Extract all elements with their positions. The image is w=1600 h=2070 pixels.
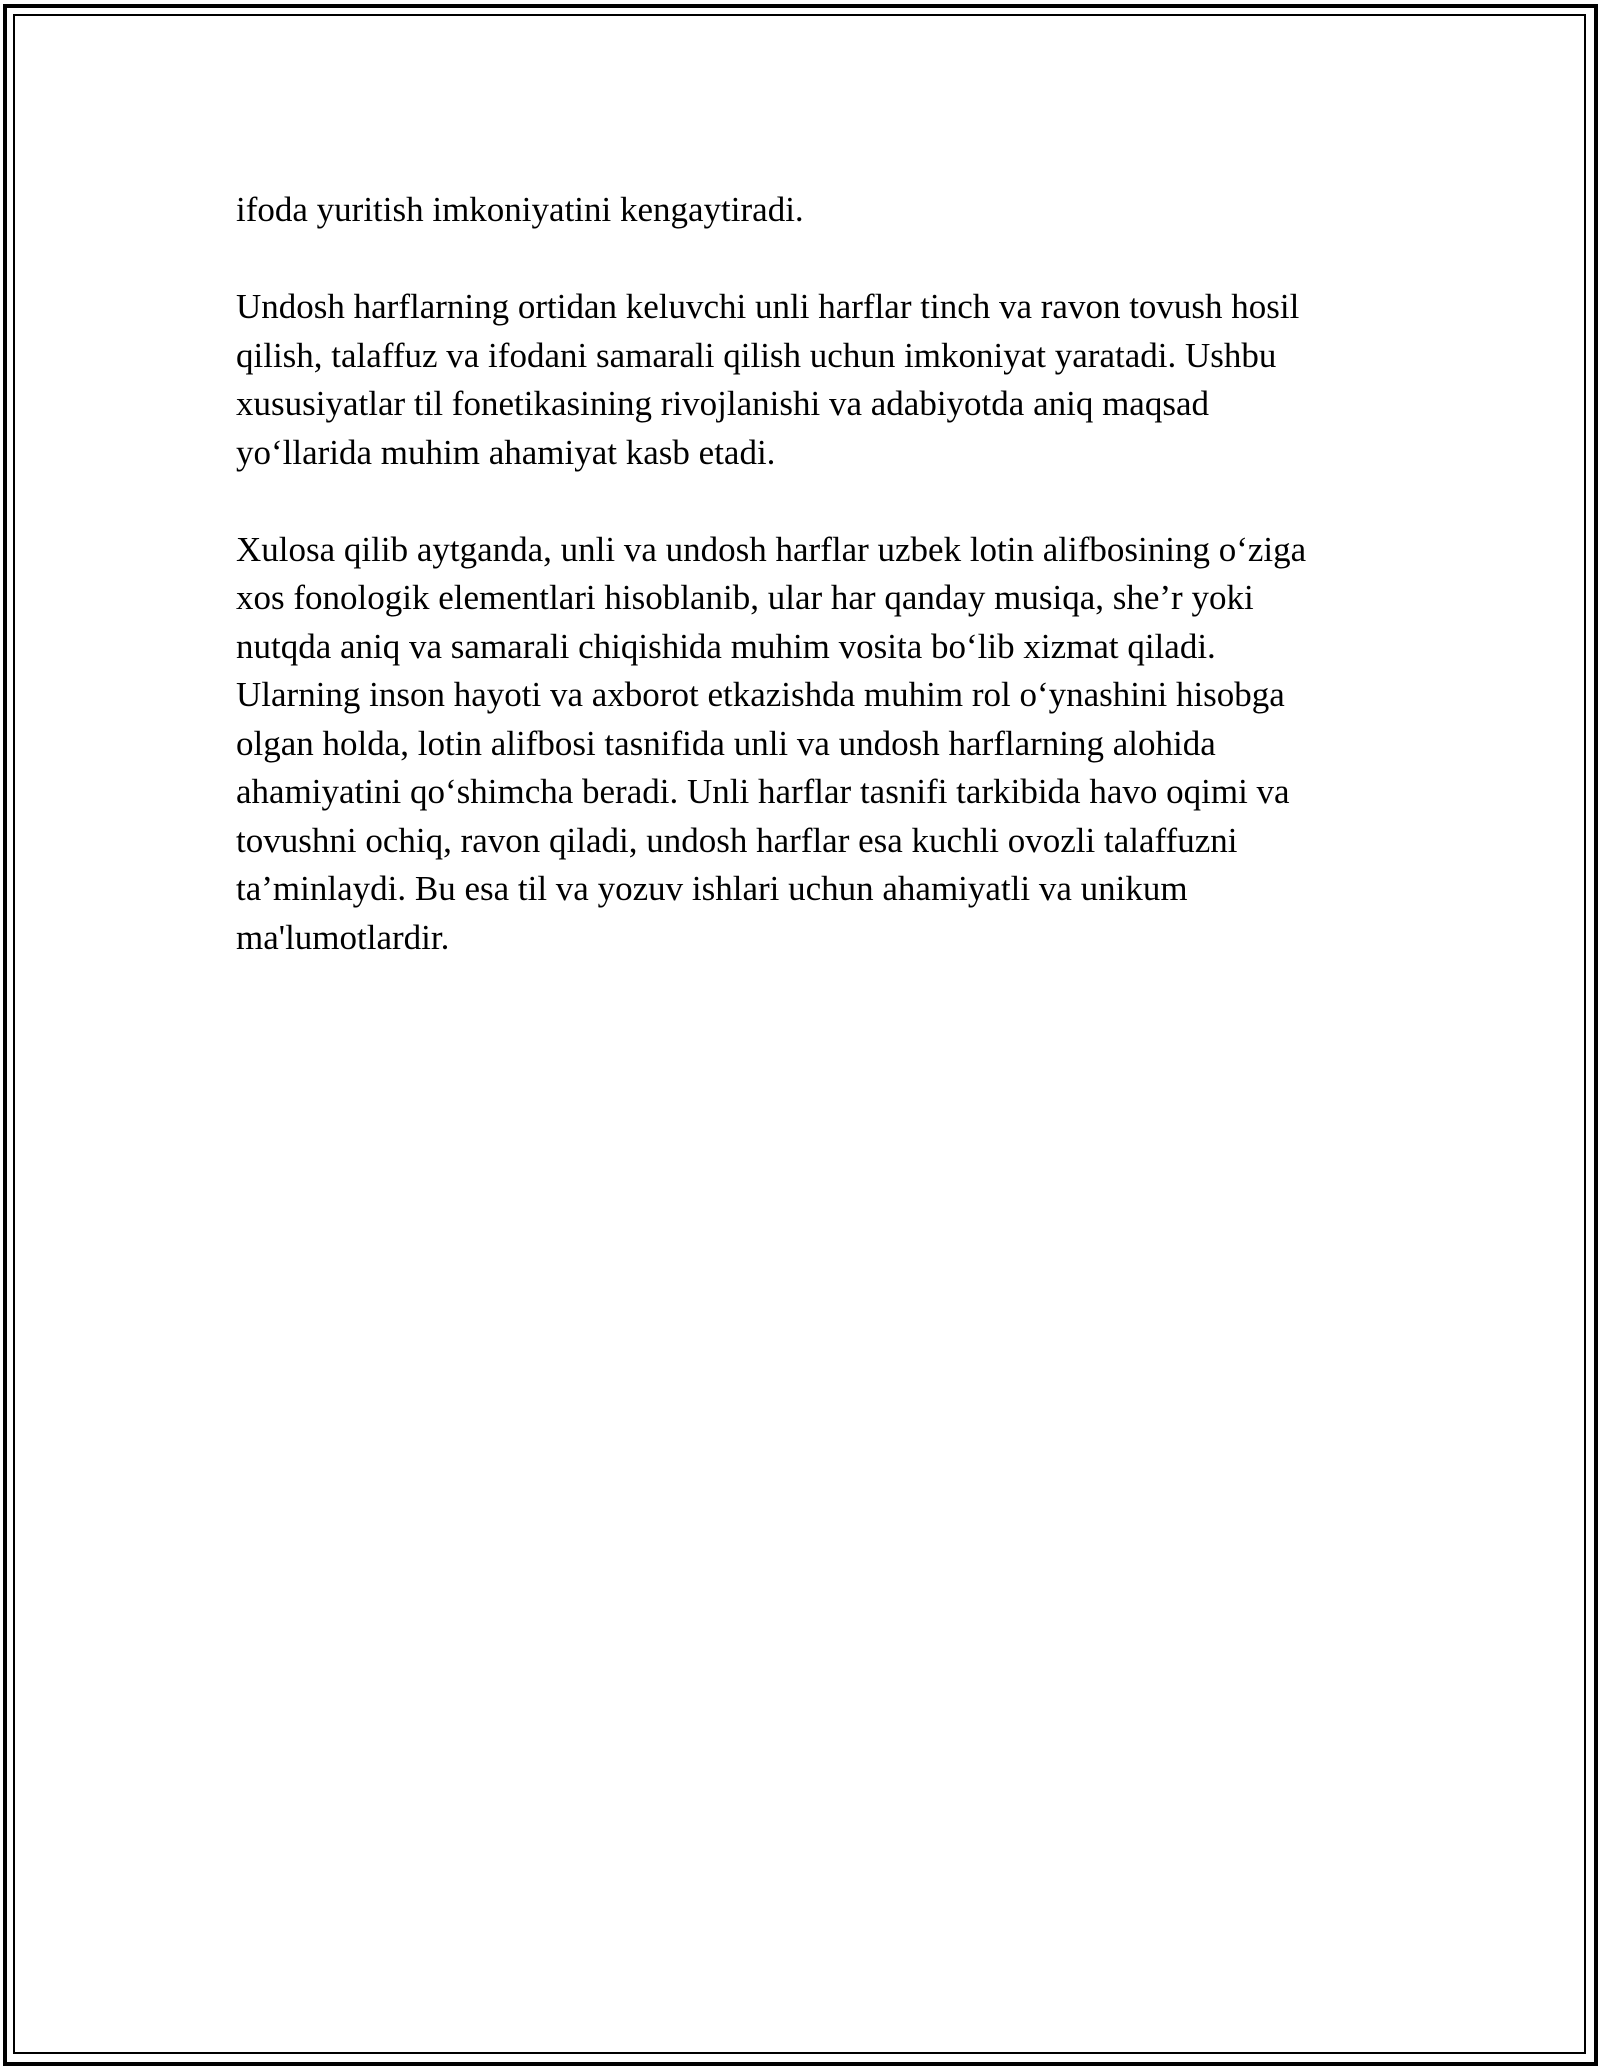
text-line: Undosh harflarning ortidan keluvchi unli harflar tinch va ravon tovush hosil	[236, 287, 1300, 326]
text-line: ahamiyatini qo‘shimcha beradi. Unli harflar tasnifi tarkibida havo oqimi va	[236, 772, 1290, 811]
text-line: Xulosa qilib aytganda, unli va undosh harflar uzbek lotin alifbosining o‘ziga	[236, 529, 1307, 569]
text-line: qilish, talaffuz va ifodani samarali qilish uchun imkoniyat yaratadi. Ushbu	[236, 335, 1277, 375]
text-line: ifoda yuritish imkoniyatini kengaytiradi.	[236, 190, 804, 229]
text-line: ta’minlaydi. Bu esa til va yozuv ishlari uchun ahamiyatli va unikum	[236, 869, 1188, 908]
paragraph-1	[236, 186, 1366, 235]
text-line: Ularning inson hayoti va axborot etkazishda muhim rol o‘ynashini hisobga	[236, 675, 1285, 714]
text-line: ma'lumotlardir.	[236, 917, 450, 957]
paragraph-3	[236, 526, 1366, 963]
document-body	[236, 186, 1366, 1011]
text-line: yo‘llarida muhim ahamiyat kasb etadi.	[236, 432, 776, 472]
text-line: xos fonologik elementlari hisoblanib, ular har qanday musiqa, she’r yoki	[236, 578, 1254, 617]
text-line: olgan holda, lotin alifbosi tasnifida unli va undosh harflarning alohida	[236, 723, 1216, 763]
paragraph-2	[236, 283, 1366, 477]
text-line: xususiyatlar til fonetikasining rivojlanishi va adabiyotda aniq maqsad	[236, 384, 1209, 423]
text-line: nutqda aniq va samarali chiqishida muhim vosita bo‘lib xizmat qiladi.	[236, 626, 1216, 666]
text-line: tovushni ochiq, ravon qiladi, undosh harflar esa kuchli ovozli talaffuzni	[236, 820, 1238, 860]
